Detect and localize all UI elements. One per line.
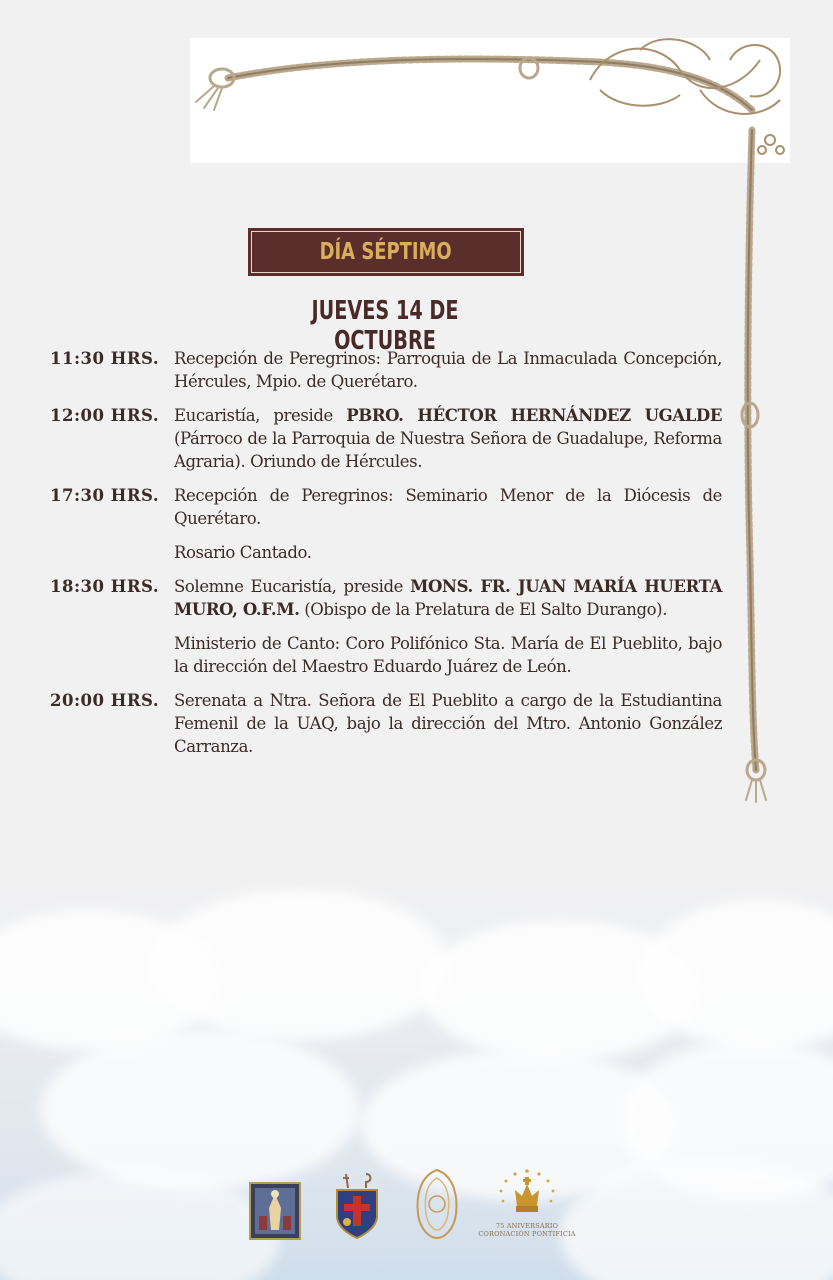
description-text: (Párroco de la Parroquia de Nuestra Señora de Guadalupe, Reforma Agraria). Oriundo de Hércules.: [174, 429, 722, 471]
anniversary-text-line1: 75 ANIVERSARIO: [495, 1222, 559, 1230]
description-text: (Obispo de la Prelatura de El Salto Durango).: [299, 600, 668, 619]
schedule-description: [174, 404, 722, 473]
schedule-description: [174, 484, 722, 530]
schedule-time: 11:30 HRS.: [50, 349, 160, 368]
description-text: Eucaristía, preside: [174, 406, 347, 425]
schedule-entry: [50, 484, 722, 530]
schedule-description: [174, 575, 722, 621]
schedule-time: 18:30 HRS.: [50, 577, 160, 596]
description-text: Recepción de Peregrinos: Seminario Menor de la Diócesis de Querétaro.: [174, 486, 722, 528]
description-text: Serenata a Ntra. Señora de El Pueblito a cargo de la Estudiantina Femenil de la UAQ, bajo la dirección del Mtro. Antonio González Carranza.: [174, 691, 722, 756]
schedule-entry: [50, 541, 722, 564]
anniversary-crown-logo: [496, 1168, 558, 1218]
schedule-time: 17:30 HRS.: [50, 486, 160, 505]
schedule-entry: [50, 689, 722, 758]
schedule-entry: [50, 632, 722, 678]
celebrant-name: PBRO. HÉCTOR HERNÁNDEZ UGALDE: [346, 406, 722, 425]
description-text: Ministerio de Canto: Coro Polifónico Sta. María de El Pueblito, bajo la dirección del Maestro Eduardo Juárez de León.: [174, 634, 722, 676]
schedule-time: [50, 632, 174, 678]
day-title-box: [248, 228, 524, 276]
schedule-description: [174, 632, 722, 678]
schedule-entry: [50, 347, 722, 393]
footer-logos: [0, 1168, 833, 1248]
schedule-description: [174, 541, 722, 564]
event-date: JUEVES 14 DE OCTUBRE: [311, 296, 459, 356]
schedule-entry: [50, 404, 722, 473]
schedule-list: [50, 347, 722, 769]
schedule-time: [50, 541, 174, 564]
schedule-description: [174, 689, 722, 758]
anniversary-text-line2: CORONACIÓN PONTIFICIA: [478, 1230, 576, 1238]
basilica-seal-logo: [414, 1168, 460, 1240]
parish-image-logo: [249, 1182, 301, 1240]
schedule-time: 20:00 HRS.: [50, 691, 160, 710]
schedule-entry: [50, 575, 722, 621]
description-text: Recepción de Peregrinos: Parroquia de La Inmaculada Concepción, Hércules, Mpio. de Querétaro.: [174, 349, 722, 391]
celebrant-name: MONS. FR. JUAN MARÍA HUERTA MURO, O.F.M.: [174, 577, 722, 619]
description-text: Solemne Eucaristía, preside: [174, 577, 411, 596]
day-title: DÍA SÉPTIMO: [319, 239, 453, 265]
diocese-shield-logo: [334, 1170, 380, 1240]
schedule-time: 12:00 HRS.: [50, 406, 160, 425]
day-title-frame: [251, 231, 521, 273]
description-text: Rosario Cantado.: [174, 543, 312, 562]
schedule-description: [174, 347, 722, 393]
